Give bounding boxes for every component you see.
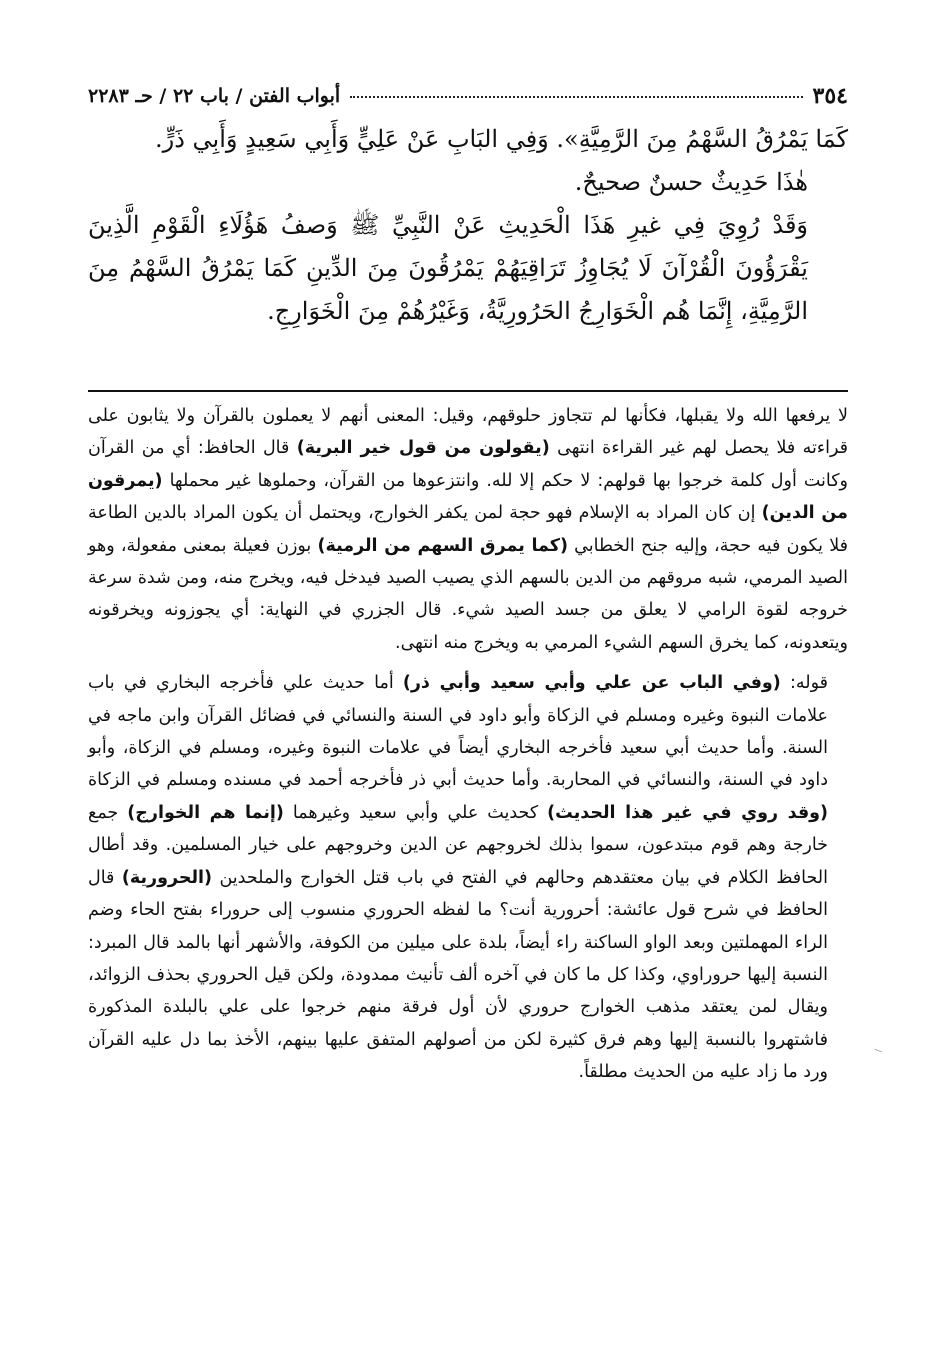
hadith-text (88, 118, 848, 333)
commentary-text-run: قوله: (780, 673, 828, 694)
commentary-quoted-phrase: (يقولون من قول خير البرية) (296, 438, 550, 459)
commentary-section (88, 400, 848, 1089)
commentary-quoted-phrase: (الحرورية) (121, 867, 213, 888)
page-header (88, 78, 848, 114)
commentary-paragraph-1 (88, 400, 848, 659)
running-title: أبواب الفتن / باب ٢٢ / حـ ٢٢٨٣ (88, 85, 341, 107)
commentary-text-run: أما حديث علي فأخرجه البخاري في باب علامات النبوة وغيره ومسلم في الزكاة وأبو داود في السنة والنسائي في فضائل القرآن وابن ماجه في السنة. وأما حديث أبي سعيد فأخرجه البخاري أيضاً في علامات النبوة وغيره، ومسلم في الزكاة، وأبو داود في السنة، والنسائي في المحاربة. وأما حديث أبي ذر فأخرجه أحمد في مسنده ومسلم في الزكاة (88, 673, 828, 791)
divider-rule (88, 390, 848, 392)
commentary-quoted-phrase: (يمرقون من الدين) (88, 470, 848, 524)
hadith-paragraph: وَقَدْ رُوِيَ فِي غيرِ هَذَا الْحَدِيثِ عَنْ النَّبِيِّ ﷺ وَصفُ هَؤُلَاءِ الْقَوْمِ الَّذِينَ يَقْرَؤُونَ الْقُرْآنَ لَا يُجَاوِزُ تَرَاقِيَهُمْ يَمْرُقُونَ مِنَ الدِّينِ كَمَا يَمْرُقُ السَّهْمُ مِنَ الرَّمِيَّةِ، إِنَّمَا هُم الْخَوَارِجُ الحَرُورِيَّةُ، وَغَيْرُهُمْ مِنَ الْخَوَارِجِ. (88, 211, 808, 325)
scan-mark (874, 1049, 883, 1055)
commentary-text-run: قال الحافظ في شرح قول عائشة: أحرورية أنت؟ ما لفظه الحروري منسوب إلى حروراء بفتح الحاء وضم الراء المهملتين وبعد الواو الساكنة راء أيضاً، بلدة على ميلين من الكوفة، والأشهر أنها بالمد قال المبرد: النسبة إليها حروراوي، وكذا كل ما كان في آخره ألف تأنيث ممدودة، ولكن قيل الحروري بحذف الزوائد، ويقال لمن يعتقد مذهب الخوارج حروري لأن أول فرقة منهم خرجوا على علي بالبلدة المذكورة فاشتهروا بالنسبة إليها وهم فرق كثيرة لكن من أصولهم المتفق عليها بينهم، الأخذ بما دل عليه القرآن ورد ما زاد عليه من الحديث مطلقاً. (88, 867, 828, 1083)
hadith-grading: هٰذَا حَدِيثٌ حسنٌ صحيحٌ. (574, 168, 808, 196)
hadith-line-1: كَمَا يَمْرُقُ السَّهْمُ مِنَ الرَّمِيَّةِ». وَفِي البَابِ عَنْ عَلِيٍّ وَأَبِي سَعِيدٍ وَأَبِي ذَرٍّ. (155, 125, 848, 153)
page-number: ٣٥٤ (812, 83, 848, 109)
commentary-quoted-phrase: (كما يمرق السهم من الرمية) (317, 535, 568, 556)
commentary-text-run: كحديث علي وأبي سعيد وغيرهما (283, 802, 548, 823)
header-dotted-leader (350, 86, 802, 98)
commentary-quoted-phrase: (إنما هم الخوارج) (127, 802, 284, 823)
commentary-text-run: قال الحافظ: أي من القرآن وكانت أول كلمة خرجوا بها قولهم: لا حكم إلا لله. وانتزعوها من القرآن، وحملوها غير محملها (88, 438, 848, 491)
commentary-text-run: إن كان المراد به الإسلام فهو حجة لمن يكفر الخوارج، ويحتمل أن يكون المراد بالدين الطاعة فلا يكون فيه حجة، وإليه جنح الخطابي (88, 503, 849, 556)
commentary-text-run: بوزن فعيلة بمعنى مفعولة، وهو الصيد المرمي، شبه مروقهم من الدين بالسهم الذي يصيب الصيد فيدخل فيه، ويخرج منه، ومن شدة سرعة خروجه لقوة الرامي لا يعلق من جسد الصيد شيء. قال الجزري في النهاية: أي يجوزونه ويخرقونه ويتعدونه، كما يخرق السهم الشيء المرمي به ويخرج منه انتهى. (88, 535, 848, 653)
commentary-paragraph-2 (88, 667, 848, 1088)
commentary-text-run: لا يرفعها الله ولا يقبلها، فكأنها لم تتجاوز حلوقهم، وقيل: المعنى أنهم لا يعملون بالقرآن ولا يثابون على قراءته فلا يحصل لهم غير القراءة انتهى (88, 406, 849, 459)
commentary-quoted-phrase: (وقد روي في غير هذا الحديث) (547, 802, 829, 823)
commentary-text-run: جمع خارجة وهم قوم مبتدعون، سموا بذلك لخروجهم عن الدين وخروجهم على خيار المسلمين. وقد أطال الحافظ الكلام في بيان معتقدهم وحالهم في الفتح في باب قتل الخوارج والملحدين (88, 802, 828, 888)
commentary-quoted-phrase: (وفي الباب عن علي وأبي سعيد وأبي ذر) (402, 673, 781, 694)
